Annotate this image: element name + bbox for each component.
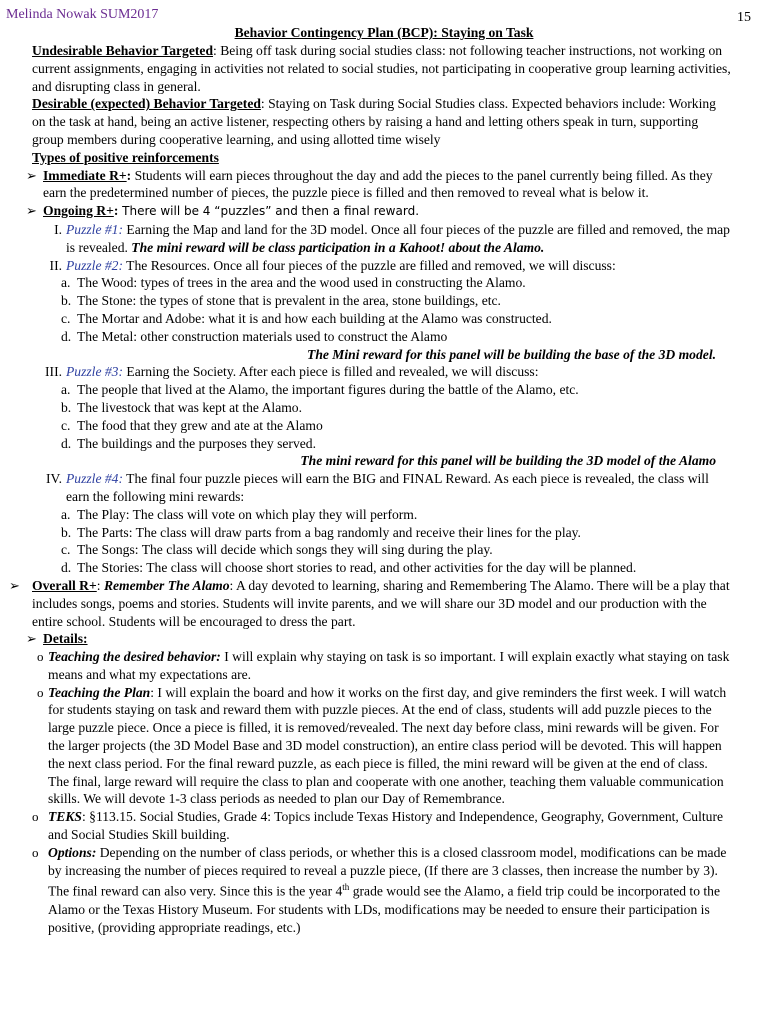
puzzle-3-text: Earning the Society. After each piece is filled and revealed, we will discuss: [123,364,539,380]
undesirable-text: : Being off task during social studies class: not following teacher instructions, not working on current assignments, engaging in activities not related to social studies, not participating in cooperative group learning activities, and disrupting class in general. [32,43,731,94]
list-item: c. The Mortar and Adobe: what it is and how each building at the Alamo was constructed. [61,310,552,326]
list-item: d. The Metal: other construction materials used to construct the Alamo [61,328,448,344]
list-item: c. The Songs: The class will decide which songs they will sing during the play. [61,542,493,558]
ongoing-label: Ongoing R+ [43,203,114,219]
puzzle-1 [32,221,732,257]
options-text-after: grade would see the Alamo, a field trip could be incorporated to the Alamo or the Texas History Museum. For students with LDs, modifications may be needed to ensure their participation is positive, (providing appropriate readings, etc.) [48,883,721,935]
page-number: 15 [737,10,751,25]
circle-bullet-icon: o [37,684,44,700]
detail-item [32,808,732,844]
arrow-bullet-icon: ➢ [26,167,37,183]
list-item: c. The food that they grew and ate at the Alamo [61,417,323,433]
author-header: Melinda Nowak SUM2017 [6,7,159,22]
arrow-bullet-icon: ➢ [9,577,20,593]
undesirable-behavior-paragraph [32,42,732,95]
document-body [9,42,732,936]
puzzle-2-reward: The Mini reward for this panel will be building the base of the 3D model. [307,346,716,362]
puzzle-2-number: II. [49,257,62,273]
overall-text: : A day devoted to learning, sharing and Remembering The Alamo. There will be a play that includes songs, poems and stories. Students will invite parents, and we will share our 3D model and our production with the entire school. Students will be encouraged to dress the part. [32,577,730,629]
detail-label: Teaching the desired behavior: [48,649,221,665]
ongoing-text: There will be 4 “puzzles” and then a final reward. [118,204,420,219]
circle-bullet-icon: o [37,649,44,665]
puzzle-3-label: Puzzle #3: [66,364,124,380]
desirable-label: Desirable (expected) Behavior Targeted [32,96,261,112]
puzzle-1-reward: The mini reward will be class participation in a Kahoot! about the Alamo. [131,239,545,255]
detail-item [32,648,732,684]
puzzle-3-number: III. [45,364,62,380]
puzzle-3 [32,363,732,381]
puzzle-4-text: The final four puzzle pieces will earn the BIG and FINAL Reward. As each piece is revealed, the class will earn the following mini rewards: [66,471,709,504]
options-item [32,844,732,937]
overall-emph: Remember The Alamo [103,577,230,593]
puzzle-1-label: Puzzle #1: [66,221,124,237]
immediate-label: Immediate R+ [43,167,127,183]
list-item: d. The buildings and the purposes they served. [61,435,316,451]
details-heading-row [26,630,732,648]
list-item: b. The livestock that was kept at the Alamo. [61,399,302,415]
detail-label: Teaching the Plan [48,684,151,700]
puzzle-4-label: Puzzle #4: [66,471,124,487]
immediate-text: Students will earn pieces throughout the day and add the pieces to the panel currently being filled. As they earn the predetermined number of pieces, the puzzle piece is filled and then removed to reveal what is below it. [43,167,713,201]
puzzle-1-text: Earning the Map and land for the 3D model. Once all four pieces of the puzzle are filled and removed, the map is revealed. [66,221,730,255]
puzzle-2-label: Puzzle #2: [66,257,124,273]
detail-label: TEKS [48,809,82,825]
circle-bullet-icon: o [32,844,39,860]
overall-reinforcement: ➢ Overall R+: Remember The Alamo: A day devoted to learning, sharing and Remembering The Alamo. There will be a play that includes songs, poems and stories. Students will invite parents, and we will share our 3D model and our production with the entire school. Students will be encouraged to dress the part. [9,577,730,629]
list-item: b. The Stone: the types of stone that is prevalent in the area, stone buildings, etc. [61,293,501,309]
options-text-before: Depending on the number of class periods, or whether this is a closed classroom model, modifications can be made by increasing the number of pieces required to reveal a puzzle piece, (If there are 3 classes, then increase the number by 3). The final reward can also very. Since this is the year 4 [48,844,727,899]
undesirable-label: Undesirable Behavior Targeted [32,43,214,58]
detail-text: I will explain why staying on task is so important. I will explain exactly what staying on task means and what my expectations are. [48,649,730,682]
desirable-behavior-paragraph [32,95,732,148]
document-title: Behavior Contingency Plan (BCP): Staying on Task [234,25,534,40]
puzzle-4-number: IV. [46,471,62,487]
immediate-reinforcement: ➢ Immediate R+: Students will earn pieces throughout the day and add the pieces to the panel currently being filled. As they earn the predetermined number of pieces, the puzzle piece is filled and then removed to reveal what is below it. [26,167,713,201]
puzzle-1-number: I. [54,221,62,237]
detail-text: : I will explain the board and how it works on the first day, and give reminders the first week. I will watch for students staying on task and reward them with puzzle pieces. At the end of class, students will add puzzle pieces to the large puzzle piece. Once a piece is filled, it is removed/revealed. The next day before class, mini rewards will be given. For the larger projects (the 3D Model Base and 3D model construction), an entire class period will be devoted. This will happen the next class period. For the final reward puzzle, as each piece is filled, the mini reward will be given at the end of class. The final, large reward will require the class to plan and cooperate with one another, teaching them valuable communication skills. We will devote 1-3 class periods as needed to plan our Day of Remembrance. [48,684,727,807]
puzzle-4 [32,470,732,506]
list-item: a. The Play: The class will vote on which play they will perform. [61,506,418,522]
options-label: Options: [48,844,97,860]
detail-item [32,684,732,809]
circle-bullet-icon: o [32,809,39,825]
detail-text: : §113.15. Social Studies, Grade 4: Topics include Texas History and Independence, Geography, Government, Culture and Social Studies Skill building. [48,809,724,843]
arrow-bullet-icon: ➢ [26,203,37,219]
puzzle-2-text: The Resources. Once all four pieces of the puzzle are filled and removed, we will discuss: [123,257,616,273]
puzzle-2 [32,257,732,275]
desirable-text: : Staying on Task during Social Studies class. Expected behaviors include: Working on the task at hand, being an active listener, respecting others by raising a hand and letting others speak in turn, supporting group members during cooperative learning, and using allotted time wisely [32,96,716,147]
ongoing-reinforcement: ➢ Ongoing R+: There will be 4 “puzzles” and then a final reward. [26,203,420,219]
overall-label: Overall R+ [32,577,97,593]
list-item: a. The people that lived at the Alamo, the important figures during the battle of the Alamo, etc. [61,382,579,398]
superscript-th: th [342,882,350,893]
list-item: b. The Parts: The class will draw parts from a bag randomly and receive their lines for the play. [61,524,581,540]
list-item: a. The Wood: types of trees in the area and the wood used in constructing the Alamo. [61,275,526,291]
details-label: Details: [43,631,88,647]
list-item: d. The Stories: The class will choose short stories to read, and other activities for the day will be planned. [61,560,637,576]
arrow-bullet-icon: ➢ [26,631,37,647]
types-heading: Types of positive reinforcements [32,149,219,165]
puzzle-3-reward: The mini reward for this panel will be building the 3D model of the Alamo [300,453,716,469]
